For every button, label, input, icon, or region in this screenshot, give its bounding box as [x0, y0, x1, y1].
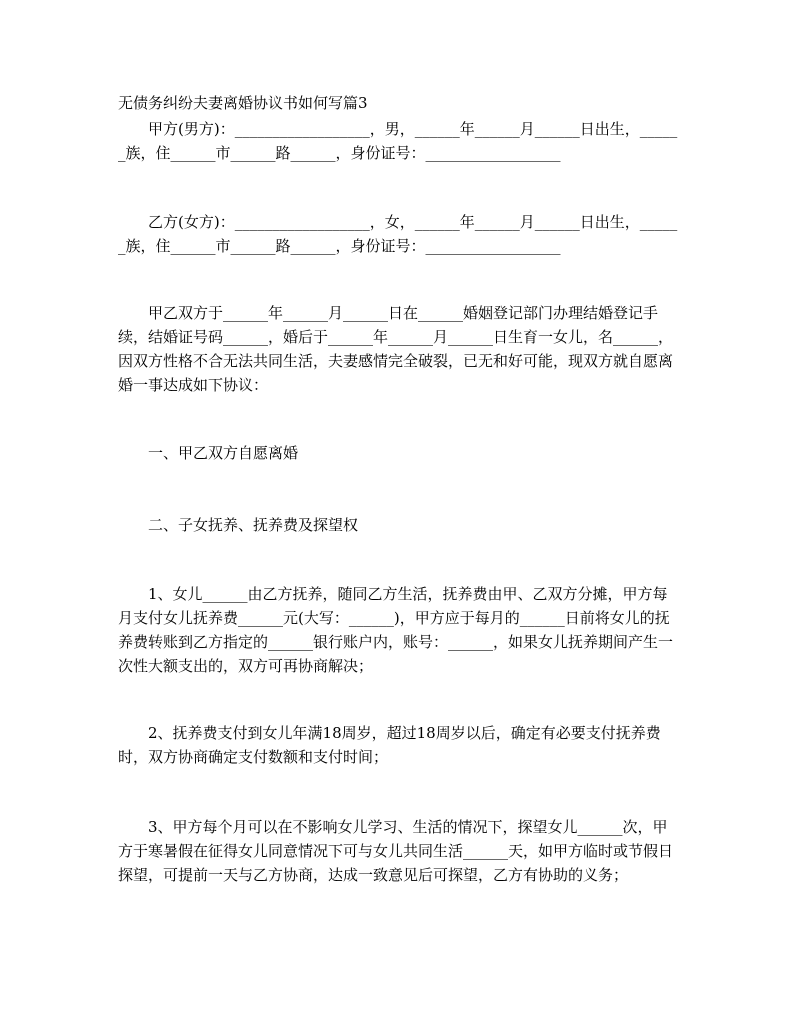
clause-3-paragraph: 3、甲方每个月可以在不影响女儿学习、生活的情况下，探望女儿______次，甲方于寒暑假在征得女儿同意情况下可与女儿共同生活______天，如甲方临时或节假日探望，可提前一天与乙方协商，达成一致意见后可探望，乙方有协助的义务；	[118, 818, 674, 884]
party-b-info-paragraph: 乙方(女方)：__________________，女，______年______月______日出生，______族，住______市______路______，身份证号：__________________	[118, 213, 678, 255]
section-heading-divorce: 一、甲乙双方自愿离婚	[148, 444, 299, 462]
clause-2-paragraph: 2、抚养费支付到女儿年满18周岁，超过18周岁以后，确定有必要支付抚养费时，双方协商确定支付数额和支付时间；	[118, 724, 661, 766]
marriage-background-paragraph: 甲乙双方于______年______月______日在______婚姻登记部门办理结婚登记手续，结婚证号码______，婚后于______年______月______日生育一女儿，名______，因双方性格不合无法共同生活，夫妻感情完全破裂，已无和好可能，现双方就自愿离婚一事达成如下协议：	[118, 304, 674, 394]
clause-1-paragraph: 1、女儿______由乙方抚养，随同乙方生活，抚养费由甲、乙双方分摊，甲方每月支付女儿抚养费______元(大写：______)，甲方应于每月的______日前将女儿的抚养费转账到乙方指定的______银行账户内，账号：______，如果女儿抚养期间产生一次性大额支出的，双方可再协商解决；	[118, 585, 674, 675]
document-title: 无债务纠纷夫妻离婚协议书如何写篇3	[118, 94, 368, 112]
section-heading-child-custody: 二、子女抚养、抚养费及探望权	[148, 516, 359, 534]
party-a-info-paragraph: 甲方(男方)：__________________，男，______年______月______日出生，______族，住______市______路______，身份证号：__________________	[118, 120, 678, 162]
